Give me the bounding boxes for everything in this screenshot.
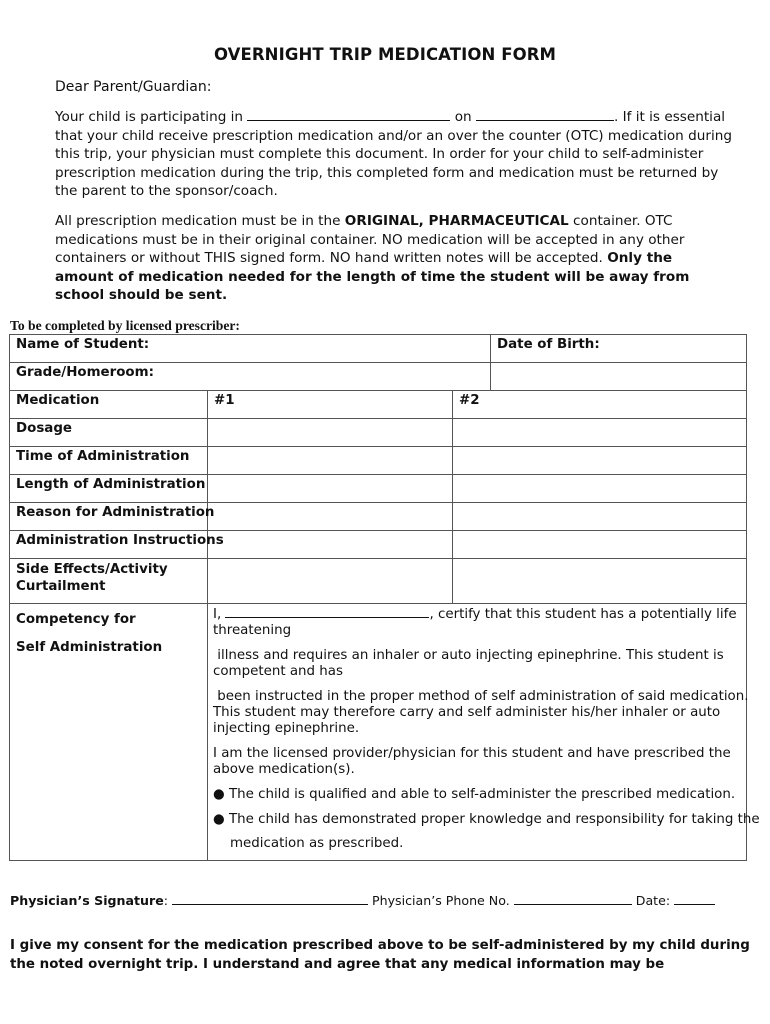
physician-signature-blank[interactable] [172,893,368,905]
instructions-1-field[interactable] [208,531,453,559]
competency-line-4: I am the licensed provider/physician for this student and have prescribed the above medication(s). [213,746,731,777]
competency-bullet-1: ● The child is qualified and able to self-administer the prescribed medication. [213,787,736,802]
grade-homeroom-label: Grade/Homeroom: [16,365,154,380]
intro-text-2: on [454,109,472,125]
table-row [10,447,747,475]
trip-name-blank[interactable] [247,108,450,121]
reason-for-administration-label: Reason for Administration [10,503,208,531]
dosage-1-field[interactable] [208,419,453,447]
certify-suffix: , certify that this student has a potentially life threatening [213,607,737,638]
rules-paragraph [55,212,735,305]
rules-bold-note: Only the amount of medication needed for the length of time the student will be away from school should be sent. [55,250,690,304]
prescriber-name-blank[interactable] [225,606,429,618]
prescriber-label: To be completed by licensed prescriber: [10,318,240,333]
length-2-field[interactable] [453,475,747,503]
form-title: OVERNIGHT TRIP MEDICATION FORM [213,45,557,64]
table-row [10,559,747,604]
instructions-2-field[interactable] [453,531,747,559]
competency-label-line2: Self Administration [16,640,163,655]
intro-paragraph [55,108,735,201]
time-of-administration-label: Time of Administration [10,447,208,475]
intro-text-3: . If it is essential that your child receive prescription medication and/or an over the counter (OTC) medication during this trip, your physician must complete this document. In order for your child to self-administer prescription medication during the trip, this completed form and medication must be returned by the parent to the sponsor/coach. [55,109,732,200]
table-row [10,475,747,503]
bullet-icon: ● [213,787,225,802]
rules-emphasis: ORIGINAL, PHARMACEUTICAL [344,213,569,229]
grade-homeroom-field[interactable] [10,363,491,391]
table-row-medication [10,391,747,419]
rules-text-2: container. OTC medications must be in their original container. NO medication will be accepted in any other containers or without THIS signed form. NO hand written notes will be accepted. [55,213,685,267]
bullet-icon: ● [213,812,225,827]
medication-2-label: #2 [459,393,480,408]
length-of-administration-label: Length of Administration [10,475,208,503]
competency-statement [208,604,760,861]
physician-phone-blank[interactable] [514,893,632,905]
physician-signature-label: Physician’s Signature [10,893,164,908]
medication-1-field[interactable] [208,391,453,419]
side-effects-2-field[interactable] [453,559,747,604]
reason-1-field[interactable] [208,503,453,531]
date-label: Date: [635,893,671,908]
competency-bullet-2: ● The child has demonstrated proper knowledge and responsibility for taking the [213,812,760,827]
name-of-student-label: Name of Student: [16,337,150,352]
dosage-label: Dosage [10,419,208,447]
greeting: Dear Parent/Guardian: [55,79,212,95]
administration-instructions-label: Administration Instructions [10,531,208,559]
competency-line-2: illness and requires an inhaler or auto injecting epinephrine. This student is competent and has [213,648,724,679]
date-of-birth-field[interactable] [491,335,747,363]
intro-text-1: Your child is participating in [55,109,244,125]
table-row-student [10,335,747,363]
reason-2-field[interactable] [453,503,747,531]
side-effects-1-field[interactable] [208,559,453,604]
name-of-student-field[interactable] [10,335,491,363]
rules-text-1: All prescription medication must be in the [55,213,341,229]
competency-label [10,604,208,861]
time-2-field[interactable] [453,447,747,475]
medication-1-label: #1 [214,393,235,408]
competency-bullet-2-cont: medication as prescribed. [230,836,404,851]
table-row-competency [10,604,747,861]
signature-row: Physician’s Signature: Physician’s Phone No. Date: [10,893,715,908]
side-effects-label: Side Effects/Activity Curtailment [10,559,208,604]
table-row [10,503,747,531]
table-row [10,419,747,447]
certify-line [213,606,746,639]
dosage-2-field[interactable] [453,419,747,447]
date-blank[interactable] [674,893,715,905]
consent-statement: I give my consent for the medication prescribed above to be self-administered by my child during the noted overnight trip. I understand and agree that any medical information may be [10,938,750,972]
length-1-field[interactable] [208,475,453,503]
medication-2-field[interactable] [453,391,747,419]
physician-phone-label: Physician’s Phone No. [372,893,510,908]
date-of-birth-label: Date of Birth: [497,337,600,352]
grade-homeroom-extra-cell[interactable] [491,363,747,391]
prescriber-table [9,334,760,861]
table-row-grade [10,363,747,391]
competency-line-3: been instructed in the proper method of self administration of said medication. This student may therefore carry and self administer his/her inhaler or auto injecting epinephrine. [213,689,749,736]
trip-date-blank[interactable] [476,108,614,121]
certify-prefix: I, [213,607,222,622]
table-row [10,531,747,559]
medication-label: Medication [10,391,208,419]
time-1-field[interactable] [208,447,453,475]
competency-label-line1: Competency for [16,612,136,627]
